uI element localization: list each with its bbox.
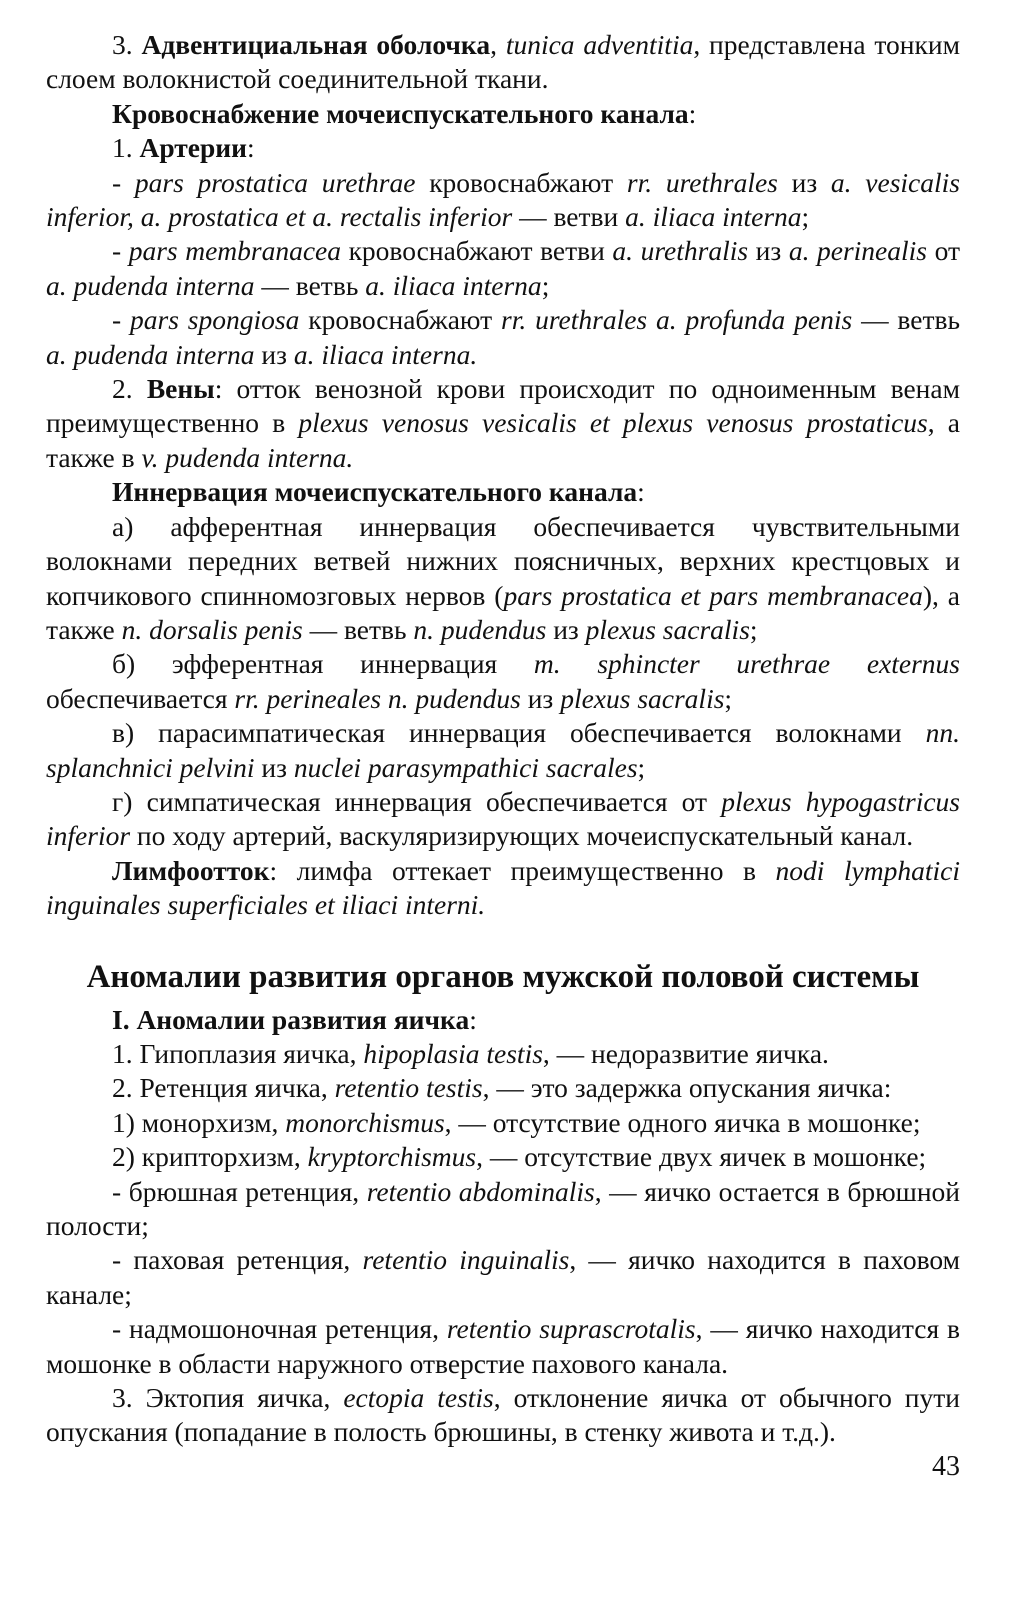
latin-term: ectopia testis xyxy=(343,1382,494,1414)
text-run: 2) крипторхизм, xyxy=(112,1141,308,1173)
latin-term: pars spongiosa xyxy=(130,304,300,336)
text-run: кровоснабжают xyxy=(415,166,627,198)
text-run: - xyxy=(112,166,135,198)
latin-term: nuclei parasympathici sacrales xyxy=(293,751,638,783)
text-run: а) афферентная иннервация обеспечивается чувствительными волокнами передних ветвей нижних поясничных, верхних крестцовых и копчикового спинномозговых нервов ( xyxy=(46,510,960,611)
text-run: ; xyxy=(637,751,646,783)
text-run: из xyxy=(254,751,294,783)
latin-term: n. pudendus xyxy=(413,613,547,645)
paragraph xyxy=(46,785,960,854)
text-run: кровоснабжают ветви xyxy=(341,235,613,267)
latin-term: rr. urethrales xyxy=(626,166,778,198)
paragraph xyxy=(46,1071,960,1105)
latin-term: plexus venosus vesicalis et plexus venosus prostaticus xyxy=(298,407,928,439)
paragraph xyxy=(46,1381,960,1450)
paragraph xyxy=(46,1243,960,1312)
latin-term: monorchismus xyxy=(285,1106,445,1138)
text-run: , — отсутствие одного яичка в мошонке; xyxy=(444,1106,921,1138)
latin-term: retentio testis xyxy=(334,1072,483,1104)
text-run: , — яичко остается в брюшной полости; xyxy=(46,1175,960,1241)
paragraph xyxy=(46,510,960,648)
text-run: ; xyxy=(724,682,733,714)
paragraph xyxy=(46,1312,960,1381)
text-run: : xyxy=(247,132,255,164)
text-run: , — это задержка опускания яичка: xyxy=(482,1072,892,1104)
text-run: Аномалии развития органов мужской половой системы xyxy=(86,958,920,995)
text-run: ; xyxy=(749,613,758,645)
latin-term: a. perinealis xyxy=(788,235,927,267)
latin-term: retentio abdominalis xyxy=(366,1175,595,1207)
paragraph xyxy=(46,1140,960,1174)
text-run: из xyxy=(777,166,831,198)
text-run: ), а также xyxy=(46,579,960,645)
paragraph xyxy=(46,28,960,97)
text-run: из xyxy=(748,235,789,267)
text-run: г) симпатическая иннервация обеспечивается от xyxy=(112,785,722,817)
latin-term: plexus sacralis xyxy=(560,682,725,714)
text-run: ; xyxy=(801,201,810,233)
paragraph xyxy=(46,166,960,235)
text-run: 2. xyxy=(112,373,147,405)
text-run: 1. Гипоплазия яичка, xyxy=(112,1037,364,1069)
latin-term: rr. perineales n. pudendus xyxy=(234,682,521,714)
latin-term: m. sphincter urethrae externus xyxy=(533,648,960,680)
latin-term: kryptorchismus xyxy=(307,1141,477,1173)
paragraph xyxy=(46,647,960,716)
bold-term: Кровоснабжение мочеиспускательного канала xyxy=(112,97,689,129)
latin-term: a. iliaca interna. xyxy=(293,338,478,370)
latin-term: a. pudenda interna xyxy=(46,269,255,301)
latin-term: rr. urethrales a. profunda penis xyxy=(501,304,853,336)
text-run: 2. Ретенция яичка, xyxy=(112,1072,335,1104)
paragraph xyxy=(46,1175,960,1244)
latin-term: plexus hypogastricus inferior xyxy=(46,785,960,852)
latin-term: tunica adventitia xyxy=(505,29,694,60)
text-run: по ходу артерий, васкуляризирующих мочеиспускательный канал. xyxy=(130,820,914,852)
text-run: , xyxy=(490,29,506,60)
text-run: - брюшная ретенция, xyxy=(112,1175,367,1207)
text-run: от xyxy=(927,235,960,267)
paragraph xyxy=(46,97,960,131)
paragraph xyxy=(46,1037,960,1071)
paragraph xyxy=(46,1003,960,1037)
text-run: 1. xyxy=(112,132,140,164)
page-body xyxy=(46,28,960,1450)
text-run: : xyxy=(469,1003,477,1035)
text-run: : лимфа оттекает преимущественно в xyxy=(269,854,776,886)
paragraph xyxy=(46,716,960,785)
latin-term: a. iliaca interna xyxy=(365,269,542,301)
latin-term: a. pudenda interna xyxy=(46,338,255,370)
text-run: — ветвь xyxy=(302,613,414,645)
latin-term: pars membranacea xyxy=(128,235,341,267)
text-run: , представлена тонким слоем волокнистой соединительной ткани. xyxy=(46,29,960,95)
text-run: , — яичко находится в мошонке в области наружного отверстие пахового канала. xyxy=(46,1313,960,1379)
paragraph xyxy=(46,854,960,923)
text-run: 3. xyxy=(112,29,142,60)
text-run: — ветвь xyxy=(852,304,960,336)
latin-term: plexus sacralis xyxy=(585,613,750,645)
text-run: ; xyxy=(541,269,550,301)
text-run: - паховая ретенция, xyxy=(112,1244,363,1276)
text-run: из xyxy=(254,338,294,370)
latin-term: hipoplasia testis xyxy=(363,1037,543,1069)
bold-term: Лимфоотток xyxy=(112,854,270,886)
latin-term: a. urethralis xyxy=(612,235,749,267)
text-run: : отток венозной крови происходит по одноименным венам преимущественно в xyxy=(46,373,960,439)
text-run: , а также в xyxy=(46,407,960,473)
text-run: — ветвь xyxy=(254,269,366,301)
paragraph xyxy=(46,475,960,509)
latin-term: a. vesicalis inferior, a. prostatica et a. rectalis inferior xyxy=(46,166,960,233)
text-run: : xyxy=(637,476,645,508)
page-number: 43 xyxy=(932,1451,960,1482)
bold-term: Артерии xyxy=(139,132,247,164)
text-run: , отклонение яичка от обычного пути опускания (попадание в полость брюшины, в стенку живота и т.д.). xyxy=(46,1382,960,1448)
text-run: б) эфферентная иннервация xyxy=(112,648,534,680)
bold-term: Иннервация мочеиспускательного канала xyxy=(112,476,638,508)
bold-term: Адвентициальная оболочка xyxy=(141,29,491,60)
text-run: кровоснабжают xyxy=(299,304,501,336)
text-run: в) парасимпатическая иннервация обеспечивается волокнами xyxy=(112,717,926,749)
text-run: из xyxy=(520,682,561,714)
section-heading xyxy=(46,957,960,997)
paragraph xyxy=(46,303,960,372)
latin-term: nn. splanchnici pelvini xyxy=(46,717,960,783)
latin-term: retentio inguinalis xyxy=(362,1244,570,1276)
paragraph xyxy=(46,131,960,165)
bold-term: I. Аномалии развития яичка xyxy=(112,1003,470,1035)
text-run: 3. Эктопия яичка, xyxy=(112,1382,344,1414)
latin-term: v. pudenda interna. xyxy=(141,441,354,473)
text-run: обеспечивается xyxy=(46,682,235,714)
text-run: 1) монорхизм, xyxy=(112,1106,286,1138)
paragraph xyxy=(46,372,960,475)
text-run: , — яичко находится в паховом канале; xyxy=(46,1244,961,1310)
text-run: - xyxy=(112,304,131,336)
text-run: : xyxy=(688,97,697,129)
latin-term: nodi lymphatici inguinales superficiales et iliaci interni. xyxy=(46,854,960,921)
text-run: - xyxy=(112,235,129,267)
text-run: из xyxy=(546,613,586,645)
paragraph xyxy=(46,1106,960,1140)
latin-term: pars prostatica urethrae xyxy=(134,166,416,198)
text-run: , — отсутствие двух яичек в мошонке; xyxy=(476,1141,927,1173)
text-run: - надмошоночная ретенция, xyxy=(112,1313,447,1345)
latin-term: retentio suprascrotalis xyxy=(446,1313,696,1345)
latin-term: a. iliaca interna xyxy=(625,201,802,233)
paragraph xyxy=(46,234,960,303)
text-run: , — недоразвитие яичка. xyxy=(542,1037,829,1069)
latin-term: n. dorsalis penis xyxy=(121,613,303,645)
bold-term: Вены xyxy=(146,373,215,405)
latin-term: pars prostatica et pars membranacea xyxy=(503,579,923,611)
text-run: — ветви xyxy=(512,201,626,233)
